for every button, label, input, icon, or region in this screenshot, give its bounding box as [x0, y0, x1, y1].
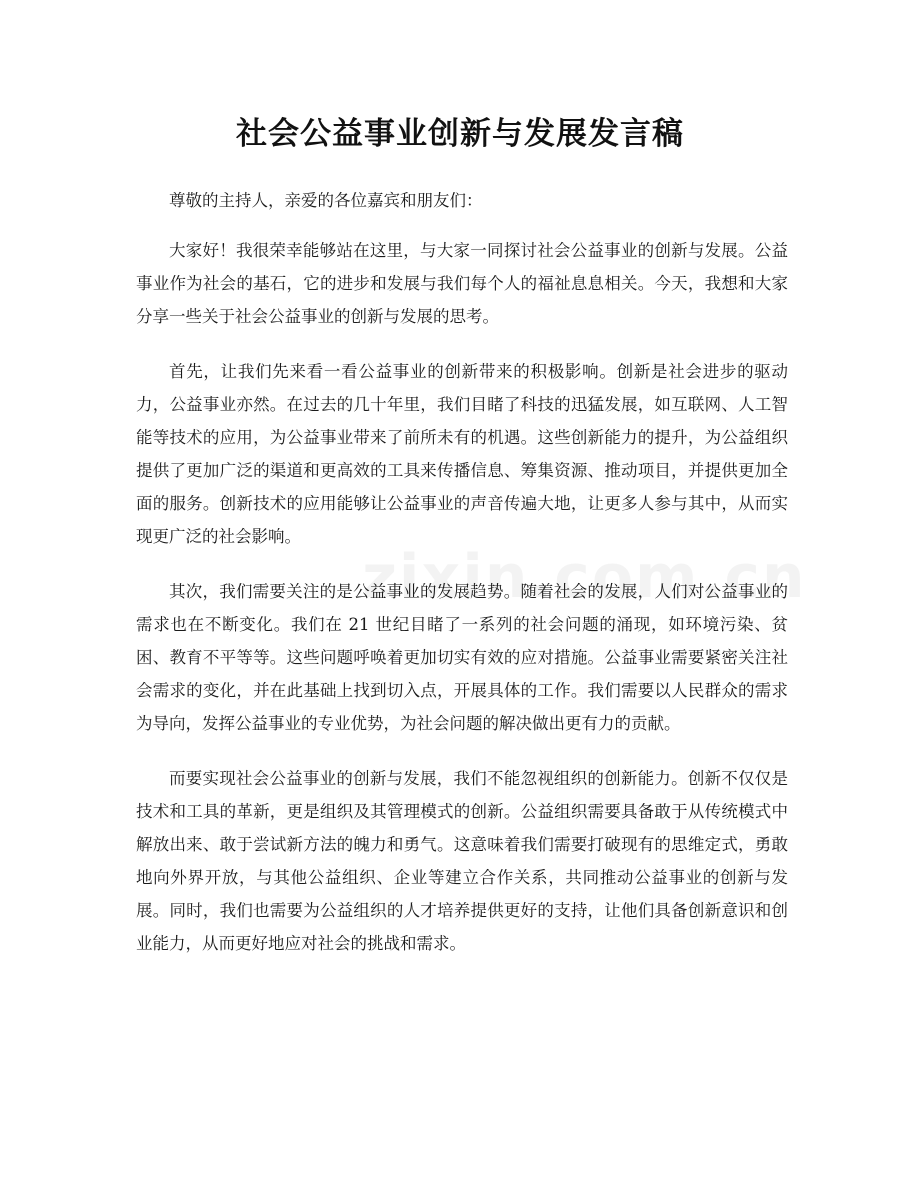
document-title: 社会公益事业创新与发展发言稿: [236, 116, 684, 152]
greeting-paragraph: 尊敬的主持人，亲爱的各位嘉宾和朋友们：: [169, 191, 483, 210]
paragraph-4: 而要实现社会公益事业的创新与发展，我们不能忽视组织的创新能力。创新不仅仅是技术和工具的革新，更是组织及其管理模式的创新。公益组织需要具备敢于从传统模式中解放出来、敢于尝试新方法的魄力和勇气。这意味着我们需要打破现有的思维定式，勇敢地向外界开放，与其他公益组织、企业等建立合作关系，共同推动公益事业的创新与发展。同时，我们也需要为公益组织的人才培养提供更好的支持，让他们具备创新意识和创业能力，从而更好地应对社会的挑战和需求。: [136, 769, 788, 953]
paragraph-2: 首先，让我们先来看一看公益事业的创新带来的积极影响。创新是社会进步的驱动力，公益事业亦然。在过去的几十年里，我们目睹了科技的迅猛发展，如互联网、人工智能等技术的应用，为公益事业带来了前所未有的机遇。这些创新能力的提升，为公益组织提供了更加广泛的渠道和更高效的工具来传播信息、筹集资源、推动项目，并提供更加全面的服务。创新技术的应用能够让公益事业的声音传遍大地，让更多人参与其中，从而实现更广泛的社会影响。: [136, 362, 788, 546]
document-body: [136, 184, 788, 982]
paragraph-1: 大家好！我很荣幸能够站在这里，与大家一同探讨社会公益事业的创新与发展。公益事业作为社会的基石，它的进步和发展与我们每个人的福祉息息相关。今天，我想和大家分享一些关于社会公益事业的创新与发展的思考。: [136, 241, 788, 326]
paragraph-3: 其次，我们需要关注的是公益事业的发展趋势。随着社会的发展，人们对公益事业的需求也在不断变化。我们在 21 世纪目睹了一系列的社会问题的涌现，如环境污染、贫困、教育不平等等。这些问题呼唤着更加切实有效的应对措施。公益事业需要紧密关注社会需求的变化，并在此基础上找到切入点，开展具体的工作。我们需要以人民群众的需求为导向，发挥公益事业的专业优势，为社会问题的解决做出更有力的贡献。: [136, 582, 788, 733]
